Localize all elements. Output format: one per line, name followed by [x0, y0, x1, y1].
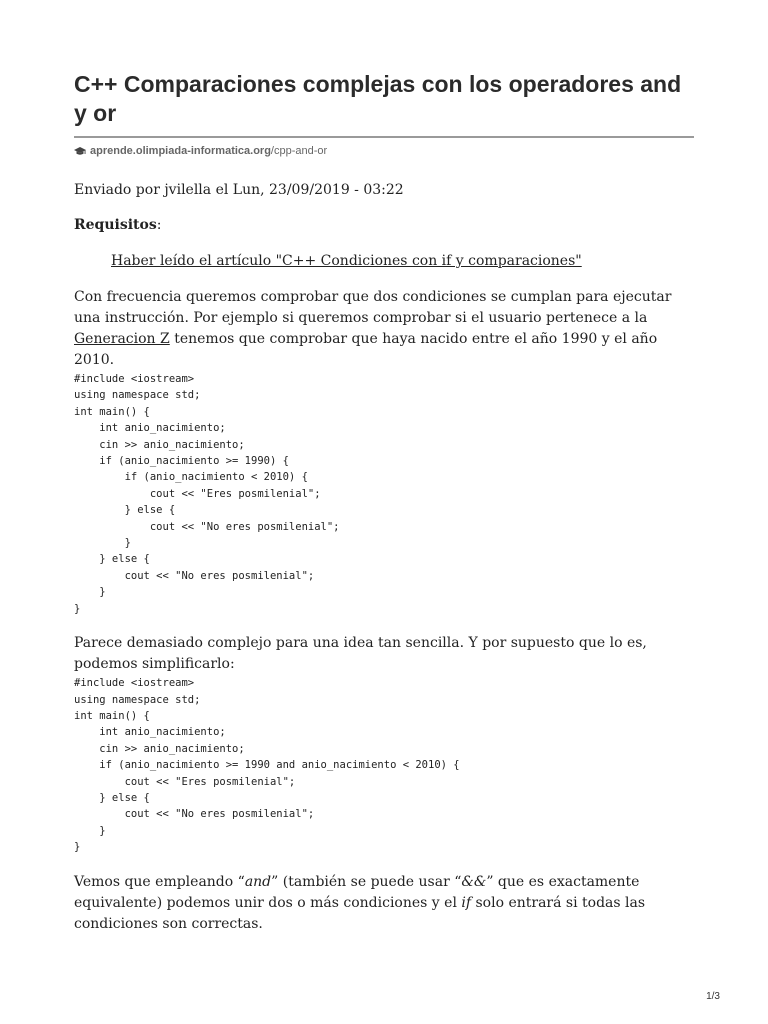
ampersand-keyword: && — [461, 873, 487, 890]
page-title: C++ Comparaciones complejas con los operadores and y or — [74, 71, 682, 126]
prerequisite-link[interactable]: Haber leído el artículo "C++ Condiciones con if y comparaciones" — [111, 253, 582, 269]
page-number: 1/3 — [706, 991, 720, 1002]
title-divider — [74, 136, 694, 138]
conclusion-text-b: ” (también se puede usar “ — [271, 873, 462, 890]
intro-text-end: tenemos que comprobar que haya nacido entre el año 1990 y el año 2010. — [74, 331, 658, 368]
source-domain-link[interactable]: aprende.olimpiada-informatica.org — [90, 145, 271, 157]
requisites-colon: : — [156, 217, 162, 233]
generacion-z-link[interactable]: Generacion Z — [74, 331, 170, 347]
code-block-nested-if: #include <iostream> using namespace std; int main() { int anio_nacimiento; cin >> anio_nacimiento; if (anio_nacimiento >= 1990) { if (anio_nacimiento < 2010) { cout << "Eres posmilenial"; } else { cout << "No eres posmilenial"; } } else { cout << "No eres posmilenial"; } } — [74, 373, 340, 615]
sent-by-line: Enviado por jvilella el Lun, 23/09/2019 - 03:22 — [74, 182, 404, 198]
conclusion-text-c: ” que es exactamente equivalente) podemos unir dos o más condiciones y el — [74, 873, 640, 911]
and-keyword: and — [244, 873, 272, 890]
source-path: /cpp-and-or — [270, 145, 328, 157]
if-keyword: if — [461, 894, 472, 911]
conclusion-text-a: Vemos que empleando “ — [74, 873, 245, 890]
intro-paragraph — [74, 287, 694, 371]
intro-text-start: Con frecuencia queremos comprobar que dos condiciones se cumplan para ejecutar una instrucción. Por ejemplo si queremos comprobar si el usuario pertenece a la — [74, 289, 672, 326]
article — [74, 70, 694, 935]
graduation-cap-icon — [74, 146, 86, 156]
requisites-label: Requisitos — [74, 217, 157, 233]
conclusion-text-d: solo entrará si todas las condiciones son correctas. — [74, 894, 646, 932]
code-block-and: #include <iostream> using namespace std; int main() { int anio_nacimiento; cin >> anio_nacimiento; if (anio_nacimiento >= 1990 and anio_nacimiento < 2010) { cout << "Eres posmilenial"; } else { cout << "No eres posmilenial"; } } — [74, 677, 460, 854]
source-line — [74, 145, 694, 157]
simplify-paragraph: Parece demasiado complejo para una idea tan sencilla. Y por supuesto que lo es, podemos simplificarlo: — [74, 635, 647, 673]
prerequisite-item — [111, 251, 694, 271]
requisites-heading — [74, 215, 694, 235]
conclusion-paragraph — [74, 872, 694, 935]
